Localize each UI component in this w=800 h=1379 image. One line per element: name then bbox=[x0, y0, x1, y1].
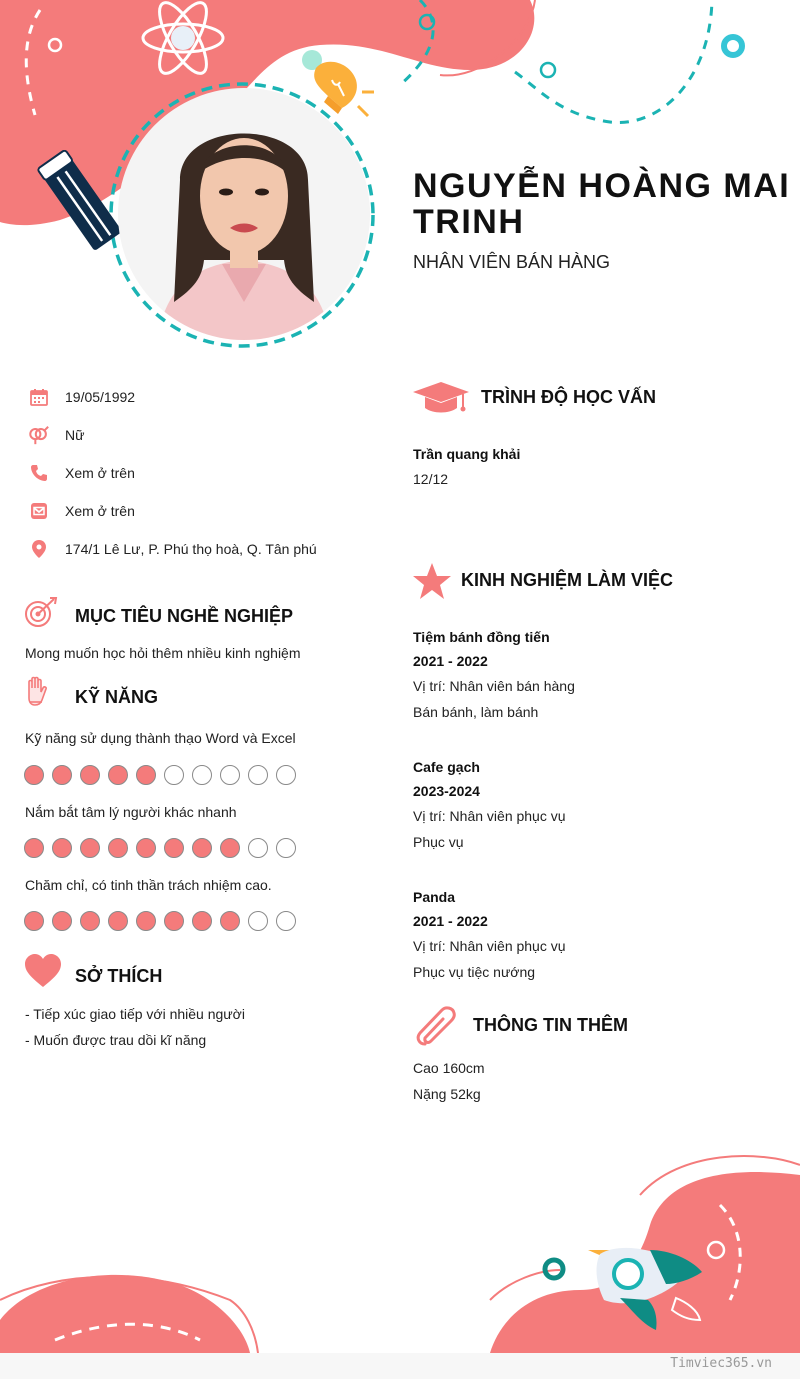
location-icon bbox=[28, 538, 50, 560]
contact-birthday bbox=[28, 385, 135, 409]
additional-title: THÔNG TIN THÊM bbox=[473, 1015, 628, 1035]
additional-item: Cao 160cm bbox=[413, 1060, 485, 1076]
experience-period: 2021 - 2022 bbox=[413, 653, 488, 669]
experience-period: 2021 - 2022 bbox=[413, 913, 488, 929]
rating-dot-empty bbox=[192, 765, 212, 785]
experience-period: 2023-2024 bbox=[413, 783, 480, 799]
skill-rating bbox=[24, 838, 296, 858]
skill-rating bbox=[24, 911, 296, 931]
rating-dot-filled bbox=[108, 838, 128, 858]
hobbies-title: SỞ THÍCH bbox=[75, 966, 163, 986]
rating-dot-empty bbox=[276, 765, 296, 785]
education-detail: 12/12 bbox=[413, 471, 449, 487]
gender-value: Nữ bbox=[65, 427, 85, 443]
experience-company: Panda bbox=[413, 889, 456, 905]
rocket-icon bbox=[580, 1240, 710, 1335]
heart-icon bbox=[24, 954, 62, 988]
skill-name: Nắm bắt tâm lý người khác nhanh bbox=[25, 804, 237, 820]
calendar-icon bbox=[28, 386, 50, 408]
objective-text: Mong muốn học hỏi thêm nhiều kinh nghiệm bbox=[25, 645, 301, 661]
atom-icon bbox=[140, 0, 226, 82]
birthday-value: 19/05/1992 bbox=[65, 389, 136, 405]
rating-dot-filled bbox=[192, 838, 212, 858]
experience-company: Tiệm bánh đồng tiến bbox=[413, 629, 550, 645]
pencil-icon bbox=[36, 150, 126, 255]
rating-dot-empty bbox=[248, 911, 268, 931]
rating-dot-empty bbox=[164, 765, 184, 785]
gender-icon bbox=[28, 424, 50, 446]
rating-dot-empty bbox=[276, 838, 296, 858]
rating-dot-filled bbox=[80, 911, 100, 931]
skills-title: KỸ NĂNG bbox=[75, 687, 159, 707]
experience-role: Vị trí: Nhân viên phục vụ bbox=[413, 938, 566, 954]
contact-email bbox=[28, 499, 135, 523]
rating-dot-empty bbox=[248, 765, 268, 785]
hobby-item: - Tiếp xúc giao tiếp với nhiều người bbox=[25, 1006, 245, 1022]
rating-dot-filled bbox=[108, 911, 128, 931]
rating-dot-filled bbox=[164, 838, 184, 858]
experience-desc: Bán bánh, làm bánh bbox=[413, 704, 539, 720]
graduation-cap-icon bbox=[413, 380, 469, 414]
rating-dot-filled bbox=[80, 765, 100, 785]
rating-dot-filled bbox=[220, 911, 240, 931]
rating-dot-filled bbox=[192, 911, 212, 931]
target-icon bbox=[24, 596, 58, 630]
profile-photo bbox=[118, 88, 370, 340]
rating-dot-filled bbox=[52, 765, 72, 785]
star-icon bbox=[413, 563, 451, 599]
skill-rating bbox=[24, 765, 296, 785]
experience-role: Vị trí: Nhân viên phục vụ bbox=[413, 808, 566, 824]
rating-dot-empty bbox=[220, 765, 240, 785]
contact-phone bbox=[28, 461, 135, 485]
paperclip-icon bbox=[415, 1004, 459, 1046]
rating-dot-filled bbox=[24, 911, 44, 931]
experience-desc: Phục vụ bbox=[413, 834, 464, 850]
rating-dot-filled bbox=[136, 765, 156, 785]
education-school: Trần quang khải bbox=[413, 446, 521, 462]
hobby-item: - Muốn được trau dồi kĩ năng bbox=[25, 1032, 207, 1048]
rating-dot-empty bbox=[248, 838, 268, 858]
email-value: Xem ở trên bbox=[65, 503, 135, 519]
skill-name: Kỹ năng sử dụng thành thạo Word và Excel bbox=[25, 730, 296, 746]
additional-item: Nặng 52kg bbox=[413, 1086, 481, 1102]
contact-address bbox=[28, 537, 317, 561]
skill-name: Chăm chỉ, có tinh thần trách nhiệm cao. bbox=[25, 877, 272, 893]
rating-dot-filled bbox=[24, 838, 44, 858]
rating-dot-filled bbox=[52, 838, 72, 858]
experience-title: KINH NGHIỆM LÀM VIỆC bbox=[461, 570, 674, 590]
experience-desc: Phục vụ tiệc nướng bbox=[413, 964, 536, 980]
rating-dot-filled bbox=[136, 911, 156, 931]
phone-value: Xem ở trên bbox=[65, 465, 135, 481]
rating-dot-filled bbox=[24, 765, 44, 785]
email-icon bbox=[28, 500, 50, 522]
hand-icon bbox=[24, 676, 50, 708]
experience-role: Vị trí: Nhân viên bán hàng bbox=[413, 678, 575, 694]
rating-dot-filled bbox=[136, 838, 156, 858]
job-title: NHÂN VIÊN BÁN HÀNG bbox=[413, 252, 611, 272]
rating-dot-empty bbox=[276, 911, 296, 931]
footer-brand[interactable]: Timviec365.vn bbox=[670, 1356, 772, 1371]
rating-dot-filled bbox=[108, 765, 128, 785]
rating-dot-filled bbox=[164, 911, 184, 931]
objective-title: MỤC TIÊU NGHỀ NGHIỆP bbox=[75, 606, 294, 626]
rating-dot-filled bbox=[52, 911, 72, 931]
contact-gender bbox=[28, 423, 84, 447]
experience-company: Cafe gạch bbox=[413, 759, 480, 775]
rating-dot-filled bbox=[80, 838, 100, 858]
address-value: 174/1 Lê Lư, P. Phú thọ hoà, Q. Tân phú bbox=[65, 541, 317, 557]
phone-icon bbox=[28, 462, 50, 484]
education-title: TRÌNH ĐỘ HỌC VẤN bbox=[481, 387, 656, 407]
rating-dot-filled bbox=[220, 838, 240, 858]
candidate-name: NGUYỄN HOÀNG MAI TRINH bbox=[413, 167, 791, 241]
